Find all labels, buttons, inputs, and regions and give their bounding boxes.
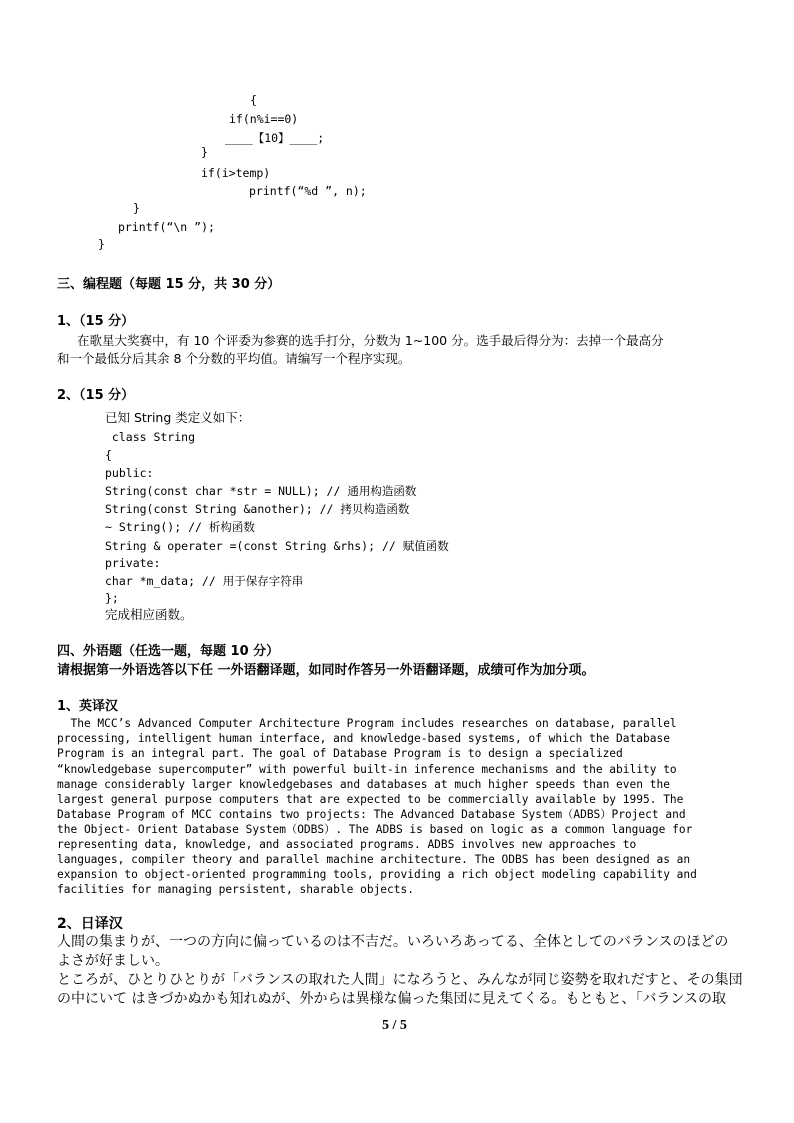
q1-text-line: 在歌星大奖赛中，有 10 个评委为参赛的选手打分，分数为 1~100 分。选手最后得分为：去掉一个最高分 — [77, 333, 664, 348]
q2-line: 已知 String 类定义如下： — [105, 410, 251, 425]
code-line: } — [133, 201, 140, 215]
q2-line: class String — [105, 430, 196, 444]
code-line: printf(“\n ”); — [118, 220, 215, 234]
section3-heading: 三、编程题（每题 15 分，共 30 分） — [57, 277, 281, 292]
code-line: } — [98, 237, 105, 251]
q1-text-line: 和一个最低分后其余 8 个分数的平均值。请编写一个程序实现。 — [57, 351, 411, 366]
section4-heading: 四、外语题（任选一题，每题 10 分） — [57, 644, 280, 659]
code-line: ____【10】____; — [225, 131, 325, 145]
en-line: representing data, knowledge, and associated programs. ADBS involves new approaches to — [57, 838, 637, 851]
ja-line: よさが好ましい。 — [57, 953, 169, 969]
q2-line: String(const String &another); // 拷贝构造函数 — [105, 502, 410, 516]
q2-line: private: — [105, 556, 161, 570]
q2-line: String & operater =(const String &rhs); // 赋值函数 — [105, 539, 449, 553]
q2-line: 完成相应函数。 — [105, 607, 193, 622]
code-line: if(n%i==0) — [229, 112, 299, 126]
q2-label: 2、（15 分） — [57, 388, 135, 403]
en-line: Program is an integral part. The goal of Database Program is to design a specialized — [57, 747, 623, 760]
en-label: 1、英译汉 — [57, 699, 119, 714]
q1-label: 1、（15 分） — [57, 314, 135, 329]
en-line: processing, intelligent human interface, and knowledge-based systems, of which the Database — [57, 732, 670, 745]
section4-instruction: 请根据第一外语选答以下任 一外语翻译题，如同时作答另一外语翻译题，成绩可作为加分项。 — [57, 663, 595, 678]
q2-line: public: — [105, 466, 154, 480]
code-line: } — [201, 145, 208, 159]
code-line: if(i>temp) — [201, 166, 271, 180]
q2-line: { — [105, 448, 112, 462]
ja-line: ところが、ひとりひとりが「バランスの取れた人間」になろうと、みんなが同じ姿勢を取れだすと、その集団 — [57, 972, 743, 988]
en-line: largest general purpose computers that are expected to be commercially available by 1995. The — [57, 793, 684, 806]
q2-line: String(const char *str = NULL); // 通用构造函数 — [105, 484, 417, 498]
en-line: Database Program of MCC contains two projects: The Advanced Database System（ADBS）Project and — [57, 808, 686, 821]
q2-line: ~ String(); // 析构函数 — [105, 520, 255, 534]
en-line: expansion to object-oriented programming tools, providing a rich object modeling capability and — [57, 868, 697, 881]
en-line: languages, compiler theory and parallel machine architecture. The ODBS has been designed as an — [57, 853, 691, 866]
q2-line: char *m_data; // 用于保存字符串 — [105, 574, 304, 588]
ja-label: 2、日译汉 — [57, 916, 123, 932]
ja-line: 人間の集まりが、一つの方向に偏っているのは不吉だ。いろいろあってる、全体としてのバランスのほどの — [57, 934, 729, 950]
en-line: “knowledgebase supercomputer” with powerful built-in inference mechanisms and the ability to — [57, 763, 677, 776]
code-line: printf(“%d ”, n); — [249, 184, 367, 198]
q2-line: }; — [105, 591, 119, 605]
en-line: the Object- Orient Database System（ODBS）. The ADBS is based on logic as a common language for — [57, 823, 693, 836]
en-line: manage considerably larger knowledgebases and databases at much higher speeds than even the — [57, 778, 670, 791]
page-number: 5 / 5 — [382, 1018, 407, 1033]
ja-line: の中にいて はきづかぬかも知れぬが、外からは異様な偏った集団に見えてくる。もともと、「バランスの取 — [57, 991, 727, 1007]
en-line: The MCC’s Advanced Computer Architecture Program includes researches on database, parallel — [57, 717, 677, 730]
code-line: { — [250, 93, 257, 107]
en-line: facilities for managing persistent, sharable objects. — [57, 883, 414, 896]
